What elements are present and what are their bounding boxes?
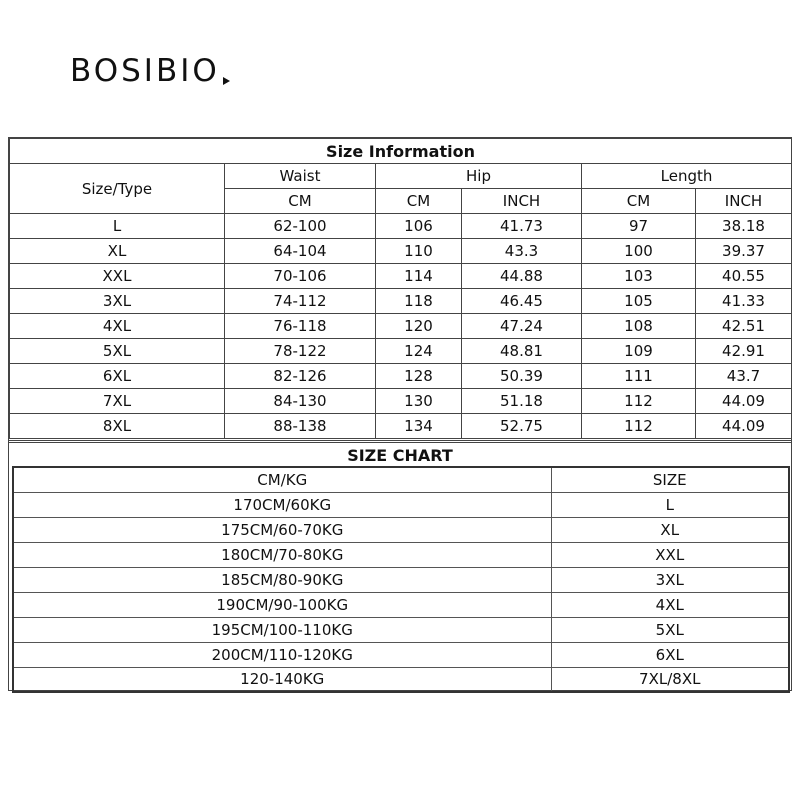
cell-hip-inch: 43.3	[462, 239, 582, 264]
cell-length-inch: 40.55	[696, 264, 792, 289]
cell-hip-inch: 48.81	[462, 339, 582, 364]
size-information-row	[10, 239, 792, 264]
size-information-row	[10, 389, 792, 414]
size-chart-row	[13, 667, 789, 692]
cell-size: 7XL/8XL	[551, 667, 789, 692]
cell-hip-cm: 114	[376, 264, 462, 289]
size-chart-row	[13, 492, 789, 517]
brand-logo	[70, 53, 230, 89]
cell-hip-cm: 124	[376, 339, 462, 364]
play-triangle-icon	[223, 77, 230, 85]
hip-cm-header: CM	[376, 189, 462, 214]
cell-length-cm: 97	[582, 214, 696, 239]
cell-cm-kg: 185CM/80-90KG	[13, 567, 551, 592]
length-inch-header: INCH	[696, 189, 792, 214]
cell-waist-cm: 70-106	[225, 264, 376, 289]
size-chart-title: SIZE CHART	[9, 440, 791, 466]
waist-header: Waist	[225, 164, 376, 189]
size-chart-header-row	[13, 467, 789, 492]
size-information-row	[10, 264, 792, 289]
cell-cm-kg: 180CM/70-80KG	[13, 542, 551, 567]
cell-size: L	[10, 214, 225, 239]
cell-length-cm: 109	[582, 339, 696, 364]
cell-size: 3XL	[551, 567, 789, 592]
cell-hip-cm: 110	[376, 239, 462, 264]
size-sheet	[8, 137, 792, 691]
size-chart-row	[13, 567, 789, 592]
size-chart-row	[13, 542, 789, 567]
hip-inch-header: INCH	[462, 189, 582, 214]
cell-hip-inch: 44.88	[462, 264, 582, 289]
cell-length-cm: 108	[582, 314, 696, 339]
cell-hip-inch: 46.45	[462, 289, 582, 314]
cell-length-inch: 41.33	[696, 289, 792, 314]
size-information-title: Size Information	[10, 139, 792, 164]
cell-cm-kg: 170CM/60KG	[13, 492, 551, 517]
cm-kg-header: CM/KG	[13, 467, 551, 492]
cell-waist-cm: 88-138	[225, 414, 376, 439]
size-information-row	[10, 339, 792, 364]
cell-size: 7XL	[10, 389, 225, 414]
size-information-table	[9, 138, 792, 439]
size-chart-row	[13, 617, 789, 642]
cell-hip-inch: 52.75	[462, 414, 582, 439]
cell-length-cm: 105	[582, 289, 696, 314]
waist-cm-header: CM	[225, 189, 376, 214]
cell-size: XXL	[551, 542, 789, 567]
cell-size: 4XL	[551, 592, 789, 617]
cell-length-inch: 43.7	[696, 364, 792, 389]
cell-hip-cm: 106	[376, 214, 462, 239]
cell-waist-cm: 82-126	[225, 364, 376, 389]
cell-size: 5XL	[10, 339, 225, 364]
cell-length-cm: 100	[582, 239, 696, 264]
cell-size: L	[551, 492, 789, 517]
cell-length-cm: 111	[582, 364, 696, 389]
size-information-row	[10, 364, 792, 389]
cell-size: XL	[10, 239, 225, 264]
cell-hip-inch: 41.73	[462, 214, 582, 239]
cell-hip-cm: 118	[376, 289, 462, 314]
cell-waist-cm: 76-118	[225, 314, 376, 339]
length-cm-header: CM	[582, 189, 696, 214]
size-chart-row	[13, 517, 789, 542]
cell-waist-cm: 84-130	[225, 389, 376, 414]
size-type-header: Size/Type	[10, 164, 225, 214]
cell-cm-kg: 190CM/90-100KG	[13, 592, 551, 617]
cell-cm-kg: 200CM/110-120KG	[13, 642, 551, 667]
size-chart-table	[12, 466, 790, 693]
cell-hip-cm: 134	[376, 414, 462, 439]
cell-hip-cm: 130	[376, 389, 462, 414]
cell-length-cm: 103	[582, 264, 696, 289]
cell-size: XL	[551, 517, 789, 542]
cell-hip-cm: 120	[376, 314, 462, 339]
brand-name: BOSIBIO	[70, 53, 220, 89]
cell-waist-cm: 74-112	[225, 289, 376, 314]
cell-waist-cm: 78-122	[225, 339, 376, 364]
size-information-title-row	[10, 139, 792, 164]
cell-hip-inch: 50.39	[462, 364, 582, 389]
size-chart-row	[13, 592, 789, 617]
cell-size: 6XL	[551, 642, 789, 667]
cell-waist-cm: 62-100	[225, 214, 376, 239]
cell-size: 3XL	[10, 289, 225, 314]
cell-length-cm: 112	[582, 389, 696, 414]
length-header: Length	[582, 164, 792, 189]
cell-waist-cm: 64-104	[225, 239, 376, 264]
hip-header: Hip	[376, 164, 582, 189]
cell-hip-inch: 47.24	[462, 314, 582, 339]
size-chart-section	[9, 440, 791, 693]
cell-length-inch: 44.09	[696, 389, 792, 414]
cell-size: 8XL	[10, 414, 225, 439]
cell-size: 6XL	[10, 364, 225, 389]
cell-length-inch: 44.09	[696, 414, 792, 439]
cell-hip-inch: 51.18	[462, 389, 582, 414]
cell-cm-kg: 195CM/100-110KG	[13, 617, 551, 642]
size-header: SIZE	[551, 467, 789, 492]
cell-size: 4XL	[10, 314, 225, 339]
cell-length-inch: 42.91	[696, 339, 792, 364]
group-header-row	[10, 164, 792, 189]
cell-length-inch: 42.51	[696, 314, 792, 339]
cell-size: 5XL	[551, 617, 789, 642]
cell-length-inch: 39.37	[696, 239, 792, 264]
cell-cm-kg: 175CM/60-70KG	[13, 517, 551, 542]
size-information-row	[10, 414, 792, 439]
cell-hip-cm: 128	[376, 364, 462, 389]
size-information-row	[10, 314, 792, 339]
size-chart-row	[13, 642, 789, 667]
size-information-row	[10, 289, 792, 314]
cell-length-inch: 38.18	[696, 214, 792, 239]
cell-length-cm: 112	[582, 414, 696, 439]
cell-size: XXL	[10, 264, 225, 289]
cell-cm-kg: 120-140KG	[13, 667, 551, 692]
size-information-row	[10, 214, 792, 239]
